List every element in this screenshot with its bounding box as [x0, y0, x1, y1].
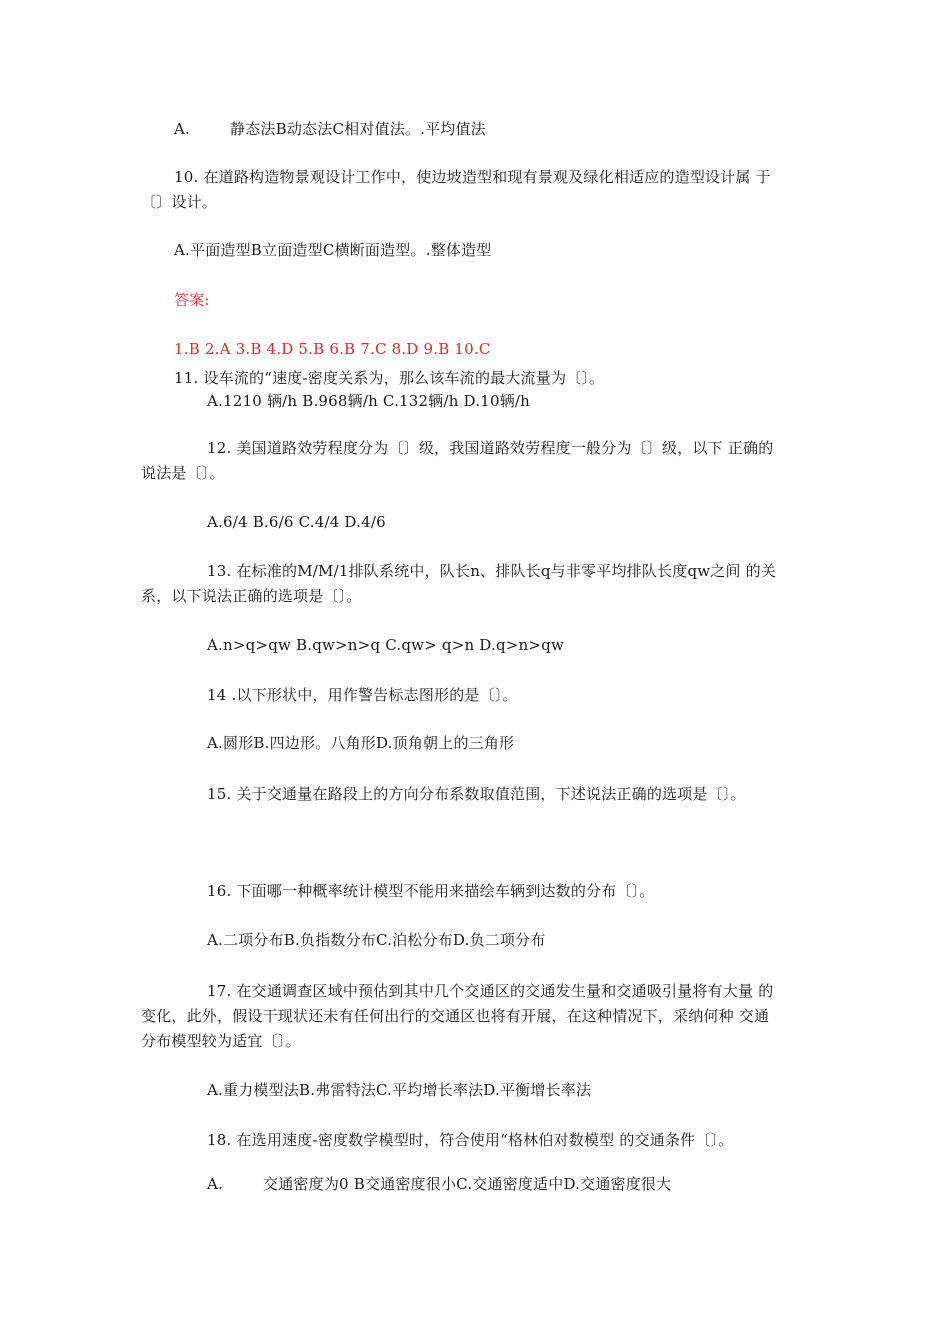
- q13-line2: 系，以下说法正确的选项是〔〕。: [141, 587, 362, 605]
- q13-line1: 13. 在标准的M/M/1排队系统中，队长n、排队长q与非零平均排队长度qw之间 的关: [207, 562, 777, 580]
- q10-line2: 〔〕设计。: [141, 193, 218, 211]
- q9-options: [174, 119, 486, 139]
- q11-options: A.1210 辆/h B.968辆/h C.132辆/h D.10辆/h: [207, 392, 531, 410]
- q9-options-text: 静态法B动态法C相对值法。.平均值法: [230, 120, 486, 138]
- q18-text: 18. 在选用速度-密度数学模型时，符合使用“格林伯对数模型 的交通条件〔〕。: [207, 1131, 734, 1149]
- q13-options: A.n>q>qw B.qw>n>q C.qw> q>n D.q>n>qw: [207, 636, 564, 654]
- q15-text: 15. 关于交通量在路段上的方向分布系数取值范围，下述说法正确的选项是〔〕。: [207, 785, 746, 803]
- q12-options: A.6/4 B.6/6 C.4/4 D.4/6: [207, 513, 386, 531]
- q12-line2: 说法是〔〕。: [141, 464, 225, 482]
- q16-options: A.二项分布B.负指数分布C.泊松分布D.负二项分布: [207, 931, 546, 949]
- q10-options: A.平面造型B立面造型C横断面造型。.整体造型: [174, 241, 492, 259]
- answers-list: 1.B 2.A 3.B 4.D 5.B 6.B 7.C 8.D 9.B 10.C: [174, 340, 491, 358]
- answers-heading: 答案:: [174, 291, 210, 309]
- q17-line3: 分布模型较为适宜〔〕。: [141, 1032, 301, 1050]
- q18-options-text: 交通密度为0 B交通密度很小C.交通密度适中D.交通密度很大: [263, 1175, 672, 1193]
- q14-options: A.圆形B.四边形。八角形D.顶角朝上的三角形: [207, 734, 515, 752]
- q17-options: A.重力模型法B.弗雷特法C.平均增长率法D.平衡增长率法: [207, 1081, 592, 1099]
- q11-text: 11. 设车流的“速度-密度关系为，那么该车流的最大流量为〔〕。: [174, 369, 605, 387]
- q18-options: [207, 1174, 671, 1194]
- q10-line1: 10. 在道路构造物景观设计工作中，使边坡造型和现有景观及绿化相适应的造型设计属 于: [174, 168, 771, 186]
- q16-text: 16. 下面哪一种概率统计模型不能用来描绘车辆到达数的分布〔〕。: [207, 882, 655, 900]
- q17-line2: 变化，此外，假设干现状还未有任何出行的交通区也将有开展，在这种情况下，采纳何种 交通: [141, 1007, 770, 1025]
- q17-line1: 17. 在交通调查区域中预估到其中几个交通区的交通发生量和交通吸引量将有大量 的: [207, 982, 774, 1000]
- q14-text: 14 .以下形状中，用作警告标志图形的是〔〕。: [207, 686, 518, 704]
- q18-options-prefix: A.: [207, 1175, 224, 1193]
- q9-options-prefix: A.: [174, 120, 191, 138]
- q12-line1: 12. 美国道路效劳程度分为〔〕级，我国道路效劳程度一般分为〔〕级，以下 正确的: [207, 439, 774, 457]
